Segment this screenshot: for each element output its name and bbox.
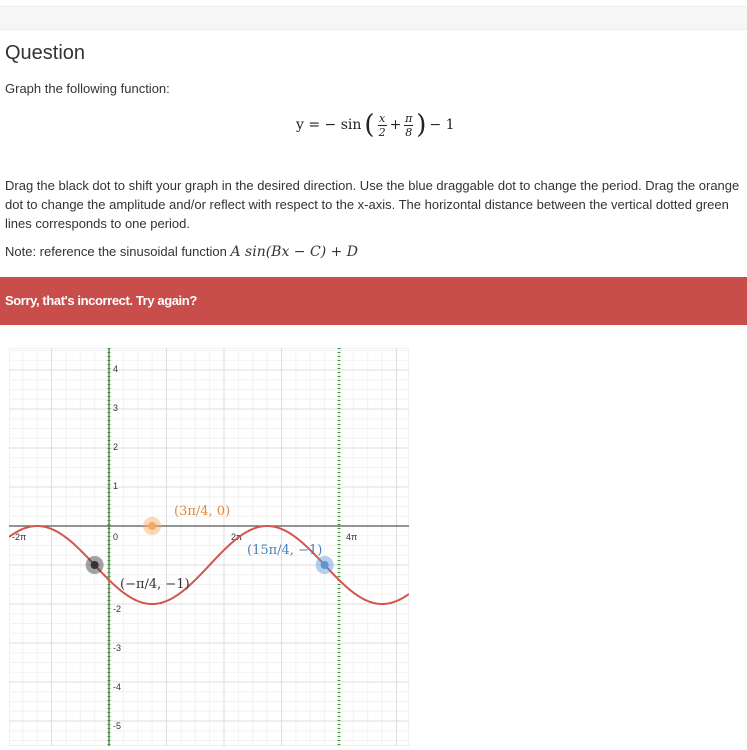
top-bar xyxy=(0,6,747,30)
equation-fraction-2 xyxy=(404,113,413,138)
orange-amplitude-dot[interactable] xyxy=(148,522,156,530)
fraction-1-denominator: 2 xyxy=(378,125,386,139)
fraction-1-numerator: x xyxy=(378,111,386,125)
reference-note xyxy=(5,244,358,260)
feedback-message: Sorry, that's incorrect. Try again? xyxy=(5,293,197,308)
y-tick-2: 2 xyxy=(113,442,119,452)
black-point-label: (−π/4, −1) xyxy=(120,577,190,592)
y-tick-neg4: -4 xyxy=(113,682,122,692)
x-tick-4pi: 4π xyxy=(346,532,358,542)
x-tick-2pi: 2π xyxy=(231,532,243,542)
black-shift-dot[interactable] xyxy=(91,561,99,569)
question-prompt: Graph the following function: xyxy=(5,81,170,96)
origin-label: 0 xyxy=(113,532,119,542)
blue-point-label: (15π/4, −1) xyxy=(247,543,323,558)
equation-lhs: y = − sin xyxy=(296,117,362,133)
y-tick-4: 4 xyxy=(113,364,119,374)
x-tick-neg-2pi: -2π xyxy=(12,532,27,542)
equation-close-paren: ) xyxy=(416,110,427,140)
fraction-2-numerator: π xyxy=(405,111,413,125)
feedback-banner xyxy=(0,277,747,325)
y-tick-neg5: -5 xyxy=(113,721,122,731)
equation-plus: + xyxy=(389,117,402,133)
question-title: Question xyxy=(5,42,86,64)
y-tick-neg3: -3 xyxy=(113,643,122,653)
y-tick-1: 1 xyxy=(113,481,119,491)
equation-open-paren: ( xyxy=(364,110,375,140)
orange-point-label: (3π/4, 0) xyxy=(174,504,231,519)
note-formula: A sin(Bx − C) + D xyxy=(230,244,359,260)
equation-fraction-1 xyxy=(378,113,387,138)
blue-period-dot[interactable] xyxy=(321,561,329,569)
instructions-text: Drag the black dot to shift your graph in the desired direction. Use the blue draggable dot to change the period. Drag the orange dot to change the amplitude and/or reflect with respect to the x-axis. The horizontal distance between the vertical dotted green lines corresponds to one period. xyxy=(5,178,740,231)
note-prefix: Note: reference the sinusoidal function xyxy=(5,244,231,259)
function-equation xyxy=(296,112,455,138)
graph-canvas[interactable] xyxy=(9,348,409,746)
y-tick-3: 3 xyxy=(113,403,119,413)
fraction-2-denominator: 8 xyxy=(405,125,413,139)
equation-tail: − 1 xyxy=(429,117,455,133)
y-tick-neg2: -2 xyxy=(113,604,122,614)
